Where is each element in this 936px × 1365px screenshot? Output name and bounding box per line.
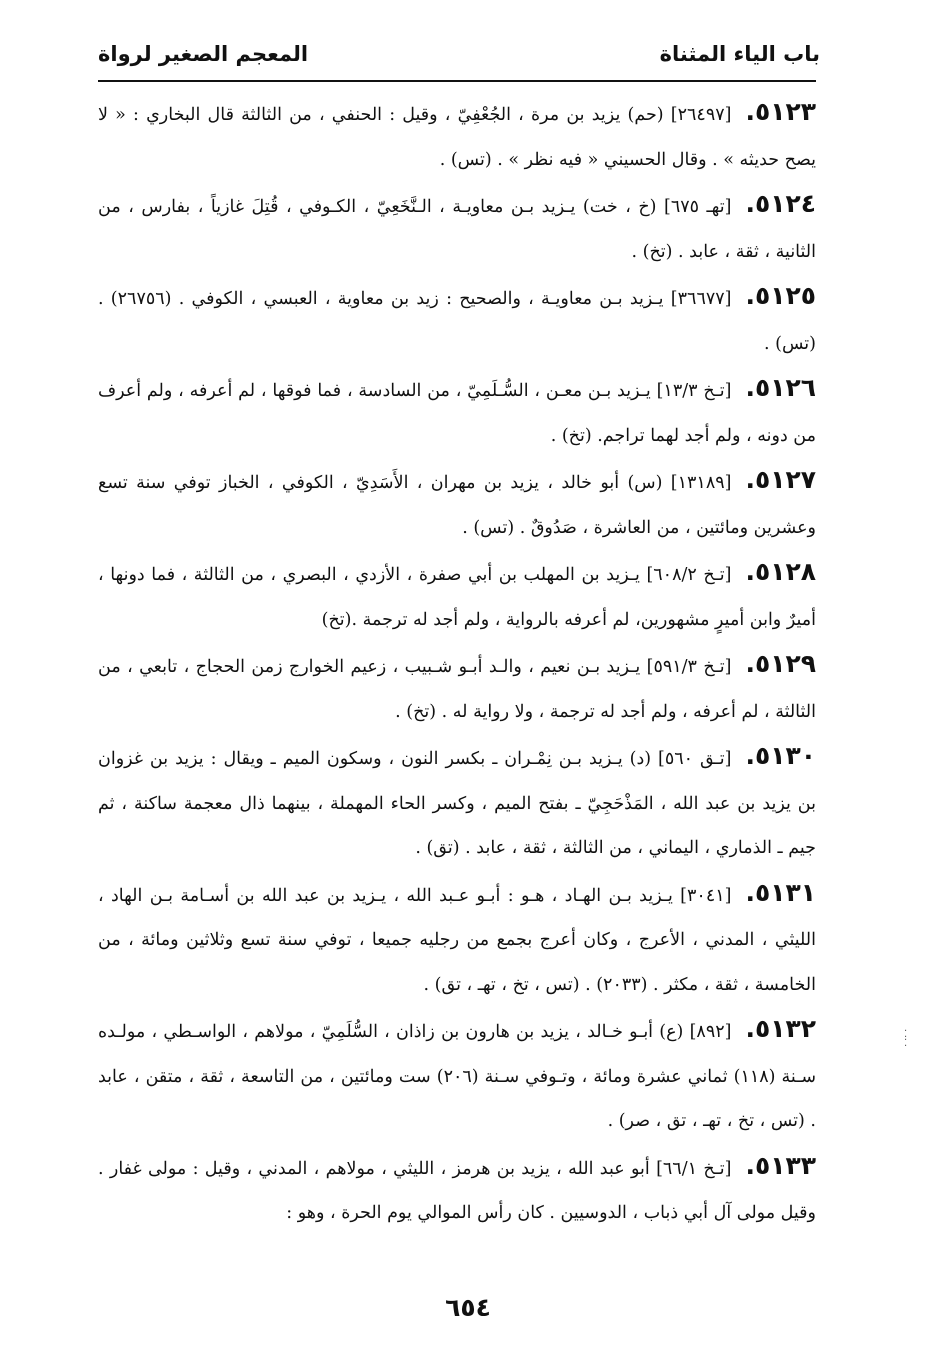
entry-5133 [98,1144,816,1236]
entry-text: [تـخ ١٣/٣] يـزيد بـن معـن ، السُّـلَمِيّ ، من السادسة ، فما فوقها ، لم أعرفه ، ولم أعرف من دونه ، ولم أجد لهما تراجم. (تخ) . [98,381,816,446]
entry-text: [١٣١٨٩] (س) أبو خالد ، يزيد بن مهران ، الأَسَدِيّ ، الكوفي ، الخباز توفي سنة تسع وعشرين ومائتين ، من العاشرة ، صَدُوقٌ . (تس) . [98,473,816,538]
entry-text: [تهـ ٦٧٥] (خ ، خت) يـزيد بـن معاويـة ، الـنَّخَعِيّ ، الكـوفي ، قُتِلَ غازياً ، بفارس ، من الثانية ، ثقة ، عابد . (تخ) . [98,197,816,262]
entry-number: ٥١٣٣. [745,1150,816,1180]
entry-text: [تـخ ٦٠٨/٢] يـزيد بن المهلب بن أبي صفرة ، الأزدي ، البصري ، من الثالثة ، فما دونها ، أميرٌ وابن أميرٍ مشهورين، لم أعرفه بالرواية ، ولم أجد له ترجمة .(تخ) [98,565,816,630]
book-title: المعجم الصغير لرواة [98,42,309,66]
page-number: ٦٥٤ [445,1293,491,1322]
entry-text: [٣٦٦٧٧] يـزيد بـن معاويـة ، والصحيح : زيد بن معاوية ، العبسي ، الكوفي . (٢٦٧٥٦) . (تس) . [98,289,816,354]
entries-list [98,90,816,1236]
entry-number: ٥١٢٩. [745,649,816,678]
entry-5125 [98,274,816,366]
entry-number: ٥١٢٣. [745,97,816,126]
entry-5124 [98,182,816,274]
entry-5128 [98,550,816,642]
entry-5123 [98,90,816,182]
header-divider [98,80,816,82]
entry-number: ٥١٢٤. [745,189,816,218]
entry-number: ٥١٢٧. [745,465,816,494]
entry-number: ٥١٢٥. [745,281,817,310]
entry-text: [٣٠٤١] يـزيد بـن الهـاد ، هـو : أبـو عـبد الله ، يـزيد بن عبد الله بن أسـامة بـن الهاد ، الليثي ، المدني ، الأعرج ، وكان أعرج بجمع من رجليه جميعا ، توفي سنة تسع وثلاثين ومائة ، من الخامسة ، ثقة ، مكثر . (٢٠٣٣) . (تس ، تخ ، تهـ ، تق) . [98,885,816,995]
entry-5129 [98,642,816,734]
entry-text: [تـق ٥٦٠] (د) يـزيد بـن نِمْـران ـ بكسر النون ، وسكون الميم ـ ويقال : يزيد بن غزوان بن يزيد بن عبد الله ، المَذْحَجِيّ ـ بفتح الميم ، وكسر الحاء المهملة ، بينهما ذال معجمة ساكنة ، ثم جيم ـ الذماري ، اليماني ، من الثالثة ، ثقة ، عابد . (تق) . [98,749,816,858]
scan-margin-mark: ⁚ ⁚ [904,1029,908,1049]
entry-5131 [98,871,816,1008]
entry-number: ٥١٢٨. [745,557,816,586]
entry-text: [تـخ ٦٦/١] أبو عبد الله ، يزيد بن هرمز ، الليثي ، مولاهم ، المدني ، وقيل : مولى غفار . وقيل مولى آل أبي ذباب ، الدوسيين . كان رأس الموالي يوم الحرة ، وهو : [98,1158,816,1223]
entry-5127 [98,458,816,550]
entry-text: [٢٦٤٩٧] (حم) يزيد بن مرة ، الجُعْفِيّ ، وقيل : الحنفي ، من الثالثة قال البخاري : « لا يصح حديثه » . وقال الحسيني « فيه نظر » . (تس) . [98,105,816,170]
entry-5130 [98,734,816,871]
entry-text: [٨٩٢] (ع) أبـو خـالد ، يزيد بن هارون بن زاذان ، السُّلَمِيّ ، مولاهم ، الواسـطي ، مولـده سـنة (١١٨) ثماني عشرة ومائة ، وتـوفي سـنة (٢٠٦) ست ومائتين ، من التاسعة ، ثقة ، متقن ، عابد . (تس ، تخ ، تهـ ، تق ، صر) . [98,1022,816,1131]
entry-number: ٥١٣١. [745,877,816,907]
chapter-title: باب الياء المثناة [659,42,820,66]
entry-number: ٥١٣٠. [745,741,816,770]
entry-5132 [98,1007,816,1144]
entry-5126 [98,366,816,458]
entry-text: [تـخ ٥٩١/٣] يـزيد بـن نعيم ، والـد أبـو شـبيب ، زعيم الخوارج زمن الحجاج ، تابعي ، من الثالثة ، لم أعرفه ، ولم أجد له ترجمة ، ولا رواية له . (تخ) . [98,657,816,722]
entry-number: ٥١٣٢. [745,1014,816,1043]
entry-number: ٥١٢٦. [745,373,817,402]
running-header [98,34,820,74]
